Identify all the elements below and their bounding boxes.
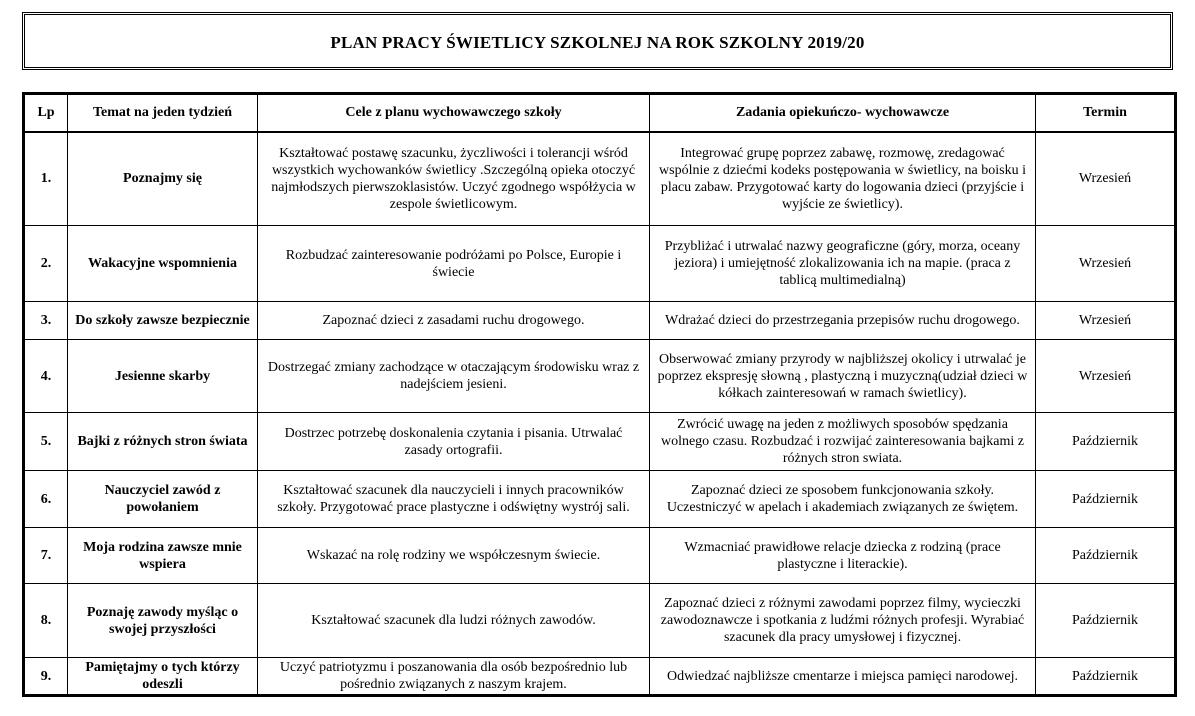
row-number: 8. [24,584,68,658]
row-number: 3. [24,302,68,340]
title-box [22,12,1173,70]
row-topic: Nauczyciel zawód z powołaniem [68,471,258,528]
row-tasks: Wdrażać dzieci do przestrzegania przepisów ruchu drogowego. [650,302,1036,340]
header-lp: Lp [24,94,68,132]
row-term: Październik [1036,658,1176,696]
row-topic: Bajki z różnych stron świata [68,413,258,471]
row-goals: Wskazać na rolę rodziny we współczesnym świecie. [258,528,650,584]
page-title: PLAN PRACY ŚWIETLICY SZKOLNEJ NA ROK SZKOLNY 2019/20 [330,33,865,52]
header-goals: Cele z planu wychowawczego szkoły [258,94,650,132]
row-number: 2. [24,226,68,302]
row-goals: Uczyć patriotyzmu i poszanowania dla osób bezpośrednio lub pośrednio związanych z naszym krajem. [258,658,650,696]
row-topic: Wakacyjne wspomnienia [68,226,258,302]
header-topic: Temat na jeden tydzień [68,94,258,132]
row-topic: Poznaję zawody myśląc o swojej przyszłości [68,584,258,658]
table-row [24,584,1176,658]
plan-table [22,92,1177,697]
row-topic: Pamiętajmy o tych którzy odeszli [68,658,258,696]
row-term: Wrzesień [1036,302,1176,340]
row-term: Październik [1036,584,1176,658]
row-topic: Jesienne skarby [68,340,258,413]
row-goals: Rozbudzać zainteresowanie podróżami po Polsce, Europie i świecie [258,226,650,302]
table-row [24,132,1176,226]
row-term: Październik [1036,413,1176,471]
row-tasks: Wzmacniać prawidłowe relacje dziecka z rodziną (prace plastyczne i literackie). [650,528,1036,584]
row-topic: Do szkoły zawsze bezpiecznie [68,302,258,340]
header-row [24,94,1176,132]
row-term: Październik [1036,471,1176,528]
row-tasks: Zwrócić uwagę na jeden z możliwych sposobów spędzania wolnego czasu. Rozbudzać i rozwijać zainteresowania bajkami z różnych stron swiata. [650,413,1036,471]
row-goals: Dostrzec potrzebę doskonalenia czytania i pisania. Utrwalać zasady ortografii. [258,413,650,471]
row-goals: Kształtować szacunek dla ludzi różnych zawodów. [258,584,650,658]
row-term: Wrzesień [1036,340,1176,413]
row-term: Październik [1036,528,1176,584]
row-number: 5. [24,413,68,471]
row-number: 1. [24,132,68,226]
row-term: Wrzesień [1036,226,1176,302]
row-goals: Kształtować postawę szacunku, życzliwości i tolerancji wśród wszystkich wychowanków świetlicy .Szczególną opieka otoczyć najmłodszych pierwszoklasistów. Uczyć zgodnego współżycia w zespole świetlicowym. [258,132,650,226]
table-row [24,413,1176,471]
row-tasks: Zapoznać dzieci z różnymi zawodami poprzez filmy, wycieczki zawodoznawcze i spotkania z ludźmi różnych profesji. Wyrabiać szacunek dla pracy umysłowej i fizycznej. [650,584,1036,658]
row-number: 6. [24,471,68,528]
table-row [24,340,1176,413]
row-tasks: Odwiedzać najbliższe cmentarze i miejsca pamięci narodowej. [650,658,1036,696]
row-goals: Kształtować szacunek dla nauczycieli i innych pracowników szkoły. Przygotować prace plastyczne i odświętny wystrój sali. [258,471,650,528]
row-number: 7. [24,528,68,584]
row-number: 4. [24,340,68,413]
row-number: 9. [24,658,68,696]
row-tasks: Przybliżać i utrwalać nazwy geograficzne (góry, morza, oceany jeziora) i umiejętność zlokalizowania ich na mapie. (praca z tablicą multimedialną) [650,226,1036,302]
row-goals: Dostrzegać zmiany zachodzące w otaczającym środowisku wraz z nadejściem jesieni. [258,340,650,413]
table-row [24,471,1176,528]
header-tasks: Zadania opiekuńczo- wychowawcze [650,94,1036,132]
row-tasks: Integrować grupę poprzez zabawę, rozmowę, zredagować wspólnie z dziećmi kodeks postępowania w świetlicy, na boisku i placu zabaw. Przygotować karty do logowania dzieci (przyjście i wyjście ze świetlicy). [650,132,1036,226]
header-term: Termin [1036,94,1176,132]
table-row [24,226,1176,302]
row-topic: Moja rodzina zawsze mnie wspiera [68,528,258,584]
row-tasks: Obserwować zmiany przyrody w najbliższej okolicy i utrwalać je poprzez ekspresję słowną , plastyczną i muzyczną(udział dzieci w kółkach zainteresowań w ramach świetlicy). [650,340,1036,413]
table-row [24,528,1176,584]
row-tasks: Zapoznać dzieci ze sposobem funkcjonowania szkoły. Uczestniczyć w apelach i akademiach związanych ze świętem. [650,471,1036,528]
table-row [24,302,1176,340]
row-goals: Zapoznać dzieci z zasadami ruchu drogowego. [258,302,650,340]
row-topic: Poznajmy się [68,132,258,226]
row-term: Wrzesień [1036,132,1176,226]
table-row [24,658,1176,696]
